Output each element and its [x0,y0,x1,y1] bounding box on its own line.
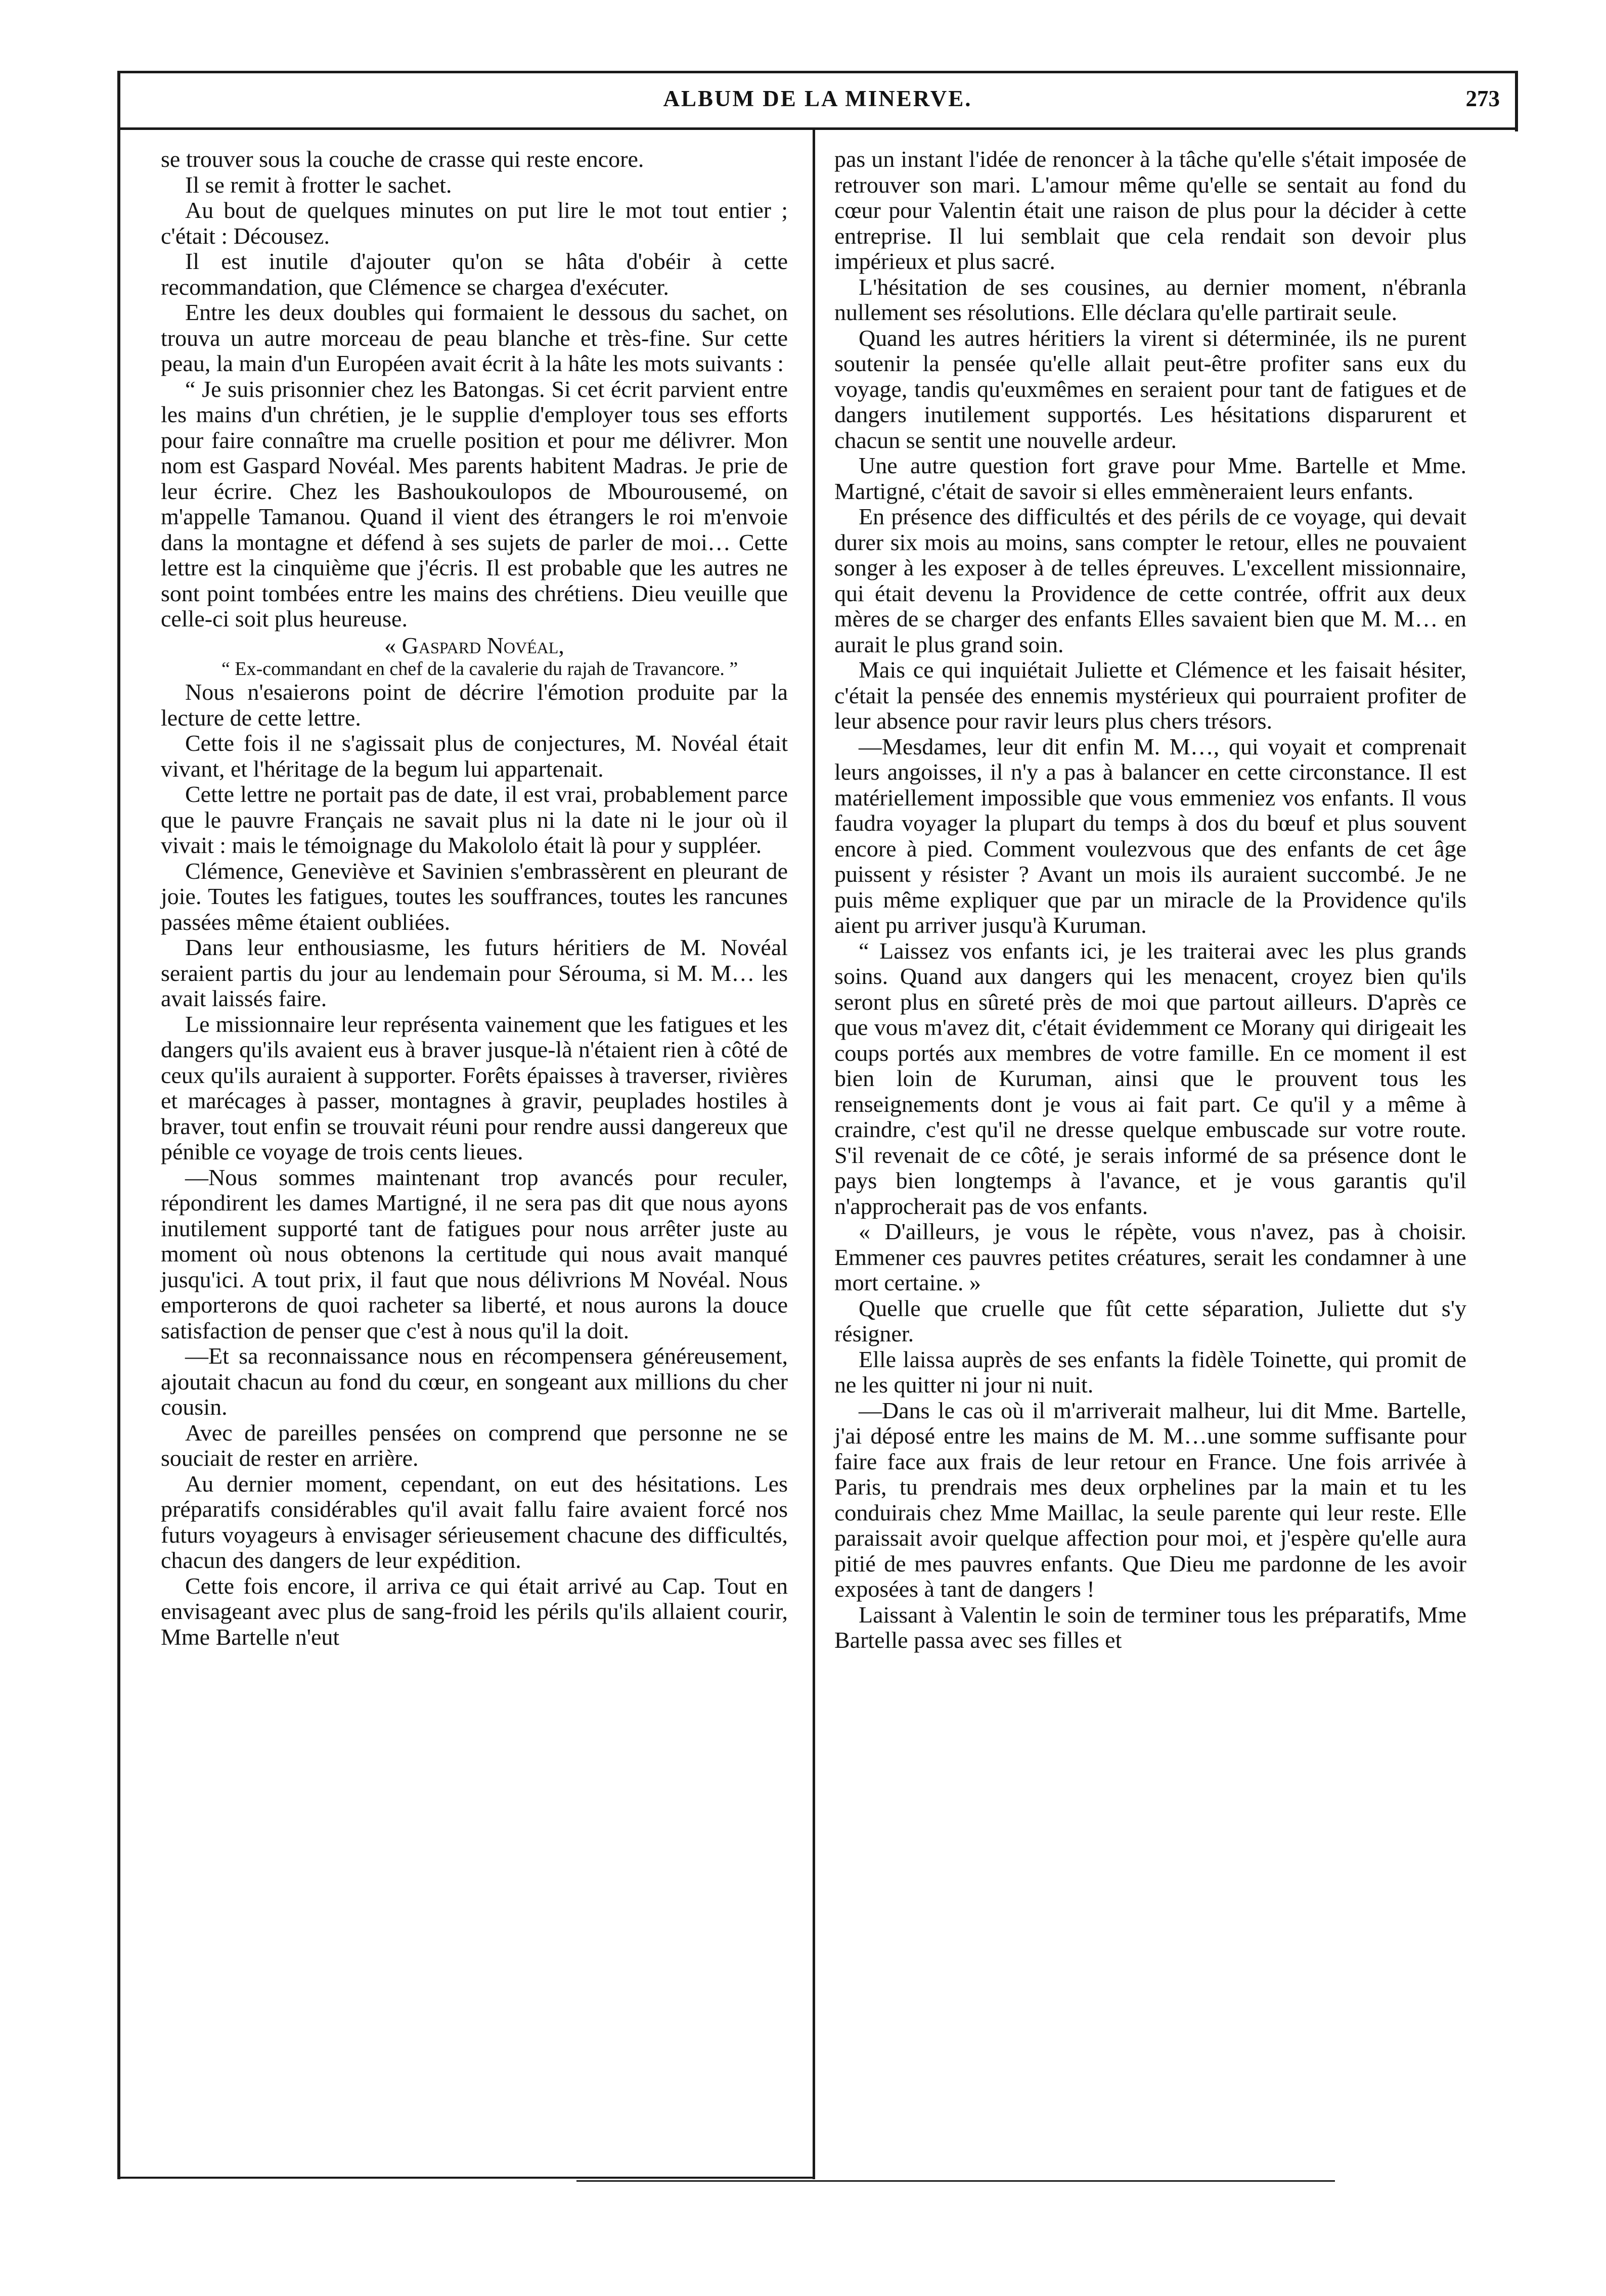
paragraph: Il est inutile d'ajouter qu'on se hâta d'obéir à cette recommandation, que Clémence se chargea d'exécuter. [161,248,788,300]
paragraph: Cette fois il ne s'agissait plus de conjectures, M. Novéal était vivant, et l'héritage de la begum lui appartenait. [161,730,788,782]
journal-title: ALBUM DE LA MINERVE. [663,86,972,111]
paragraph: Entre les deux doubles qui formaient le dessous du sachet, on trouva un autre morceau de peau blanche et très-fine. Sur cette peau, la main d'un Européen avait écrit à la hâte les mots suivants : [161,299,788,376]
page-frame-right-rule [1515,71,1518,131]
footer-rule-left [117,2177,813,2179]
paragraph: Au dernier moment, cependant, on eut des hésitations. Les préparatifs considérables qu'il avait fallu faire avaient forcé nos futurs voyageurs à envisager sérieusement chacune des difficultés, chacun des dangers de leur expédition. [161,1470,788,1573]
letter-signature: « Gaspard Novéal, [384,632,564,658]
paragraph: Clémence, Geneviève et Savinien s'embrassèrent en pleurant de joie. Toutes les fatigues, toutes les souffrances, toutes les rancunes passées même étaient oubliées. [161,858,788,935]
paragraph: Cette fois encore, il arriva ce qui était arrivé au Cap. Tout en envisageant avec plus de sang-froid les périls qu'ils allaient courir, Mme Bartelle n'eut [161,1572,788,1650]
paragraph: —Dans le cas où il m'arriverait malheur, lui dit Mme. Bartelle, j'ai déposé entre les mains de M. M…une somme suffisante pour faire face aux frais de leur retour en France. Une fois arrivée à Paris, tu prendrais mes deux orphelines par la main et tu les conduirais chez Mme Maillac, la seule parente qui leur reste. Elle paraissait avoir quelque affection pour moi, et j'espère qu'elle aura pitié de mes pauvres enfants. Que Dieu me pardonne de les avoir exposées à tant de dangers ! [834,1397,1466,1602]
paragraph: Nous n'esaierons point de décrire l'émotion produite par la lecture de cette lettre. [161,679,788,731]
paragraph: Laissant à Valentin le soin de terminer tous les préparatifs, Mme Bartelle passa avec ses filles et [834,1601,1466,1653]
paragraph: —Mesdames, leur dit enfin M. M…, qui voyait et comprenait leurs angoisses, il n'y a pas à balancer en cette circonstance. Il est matériellement impossible que vous emmeniez vos enfants. Il vous faudra voyager la plupart du temps à dos du bœuf et plus souvent encore à pied. Comment voulezvous que des enfants de cet âge puissent y résister ? Avant un mois ils auraient succombé. Je ne puis même expliquer que par un miracle de la Providence qu'ils aient pu arriver jusqu'à Kuruman. [834,733,1466,938]
paragraph: Quand les autres héritiers la virent si déterminée, ils ne purent soutenir la pensée qu'elle allait peut-être profiter sans eux du voyage, tandis qu'euxmêmes en seraient pour tant de fatigues et de dangers inutilement supportés. Les hésitations disparurent et chacun se sentit une nouvelle ardeur. [834,325,1466,453]
paragraph: Une autre question fort grave pour Mme. Bartelle et Mme. Martigné, c'était de savoir si elles emmèneraient leurs enfants. [834,453,1466,504]
paragraph: « D'ailleurs, je vous le répète, vous n'avez, pas à choisir. Emmener ces pauvres petites créatures, serait les condamner à une mort certaine. » [834,1219,1466,1295]
paragraph: Dans leur enthousiasme, les futurs héritiers de M. Novéal seraient partis du jour au lendemain pour Sérouma, si M. M… les avait laissés faire. [161,934,788,1011]
page-number: 273 [1465,86,1500,111]
paragraph: pas un instant l'idée de renoncer à la tâche qu'elle s'était imposée de retrouver son mari. L'amour même qu'elle se sentait au fond du cœur pour Valentin était une raison de plus pour la décider à cette entreprise. Il lui semblait que cela rendait son devoir plus impérieux et plus sacré. [834,146,1466,274]
paragraph: Quelle que cruelle que fût cette séparation, Juliette dut s'y résigner. [834,1295,1466,1346]
paragraph: Cette lettre ne portait pas de date, il est vrai, probablement parce que le pauvre Français ne savait plus ni la date ni le jour où il vivait : mais le témoignage du Makololo était là pour y suppléer. [161,781,788,858]
running-header [120,73,1515,126]
paragraph: se trouver sous la couche de crasse qui reste encore. [161,146,644,172]
paragraph: En présence des difficultés et des périls de ce voyage, qui devait durer six mois au moins, sans compter le retour, elles ne pouvaient songer à les exposer à de telles épreuves. L'excellent missionnaire, qui était devenu la Providence de cette contrée, offrit aux deux mères de se charger des enfants Elles savaient bien que M. M… en aurait le plus grand soin. [834,504,1466,657]
column-divider [813,130,815,2179]
right-column [834,147,1466,1653]
paragraph: Elle laissa auprès de ses enfants la fidèle Toinette, qui promit de ne les quitter ni jour ni nuit. [834,1346,1466,1398]
footer-rule-right [576,2180,1335,2182]
letter-text: “ Je suis prisonnier chez les Batongas. Si cet écrit parvient entre les mains d'un chrétien, je le supplie d'employer tous ses efforts pour faire connaître ma cruelle position et pour me délivrer. Mon nom est Gaspard Novéal. Mes parents habitent Madras. Je prie de leur écrire. Chez les Bashoukoulopos de Mbourousemé, on m'appelle Tamanou. Quand il vient des étrangers le roi m'envoie dans la montagne et défend à ses sujets de parler de moi… Cette lettre est la cinquième que j'écris. Il est probable que les autres ne sont point tombées entre les mains des chrétiens. Dieu veuille que celle-ci soit plus heureuse. [161,376,788,632]
paragraph: L'hésitation de ses cousines, au dernier moment, n'ébranla nullement ses résolutions. Elle déclara qu'elle partirait seule. [834,274,1466,325]
paragraph: Il se remit à frotter le sachet. [185,171,452,198]
paragraph: Le missionnaire leur représenta vainement que les fatigues et les dangers qu'ils avaient eus à braver jusque-là n'étaient rien à côté de ceux qu'ils auraient à supporter. Forêts épaisses à traverser, rivières et marécages à passer, montagnes à gravir, peuplades hostiles à braver, tout enfin se trouvait réuni pour rendre aussi dangereux que pénible ce voyage de trois cents lieues. [161,1011,788,1164]
paragraph: “ Laissez vos enfants ici, je les traiterai avec les plus grands soins. Quand aux dangers qui les menacent, croyez bien qu'ils seront plus en sûreté près de moi que partout ailleurs. D'après ce que vous m'avez dit, c'était évidemment ce Morany qui dirigeait les coups portés aux membres de votre famille. En ce moment il est bien loin de Kuruman, ainsi que le prouvent tous les renseignements dont je vous ai fait part. Ce qu'il y a même à craindre, c'est qu'il ne dresse quelque embuscade sur votre route. S'il revenait de ce côté, je serais informé de sa présence dont le pays bien longtemps à l'avance, et je vous garantis qu'il n'approcherait pas de vos enfants. [834,937,1466,1219]
paragraph: Au bout de quelques minutes on put lire le mot tout entier ; c'était : Décousez. [161,197,788,249]
letter-signature-title: “ Ex-commandant en chef de la cavalerie du rajah de Travancore. ” [221,658,738,680]
page-frame-left-rule [117,71,120,2179]
left-column [161,147,788,1650]
paragraph: —Et sa reconnaissance nous en récompensera généreusement, ajoutait chacun au fond du cœur, en songeant aux millions du cher cousin. [161,1343,788,1420]
paragraph: —Nous sommes maintenant trop avancés pour reculer, répondirent les dames Martigné, il ne sera pas dit que nous ayons inutilement supporté tant de fatigues pour nous arrêter juste au moment où nous obtenons la certitude qui nous avait manqué jusqu'ici. A tout prix, il faut que nous délivrions M Novéal. Nous emporterons de quoi racheter sa liberté, et nous aurons la douce satisfaction de penser que c'est à nous qu'il la doit. [161,1164,788,1343]
paragraph: Avec de pareilles pensées on comprend que personne ne se souciait de rester en arrière. [161,1419,788,1471]
header-rule [117,127,1518,130]
paragraph: Mais ce qui inquiétait Juliette et Clémence et les faisait hésiter, c'était la pensée des ennemis mystérieux qui pourraient profiter de leur absence pour ravir leurs plus chers trésors. [834,657,1466,734]
